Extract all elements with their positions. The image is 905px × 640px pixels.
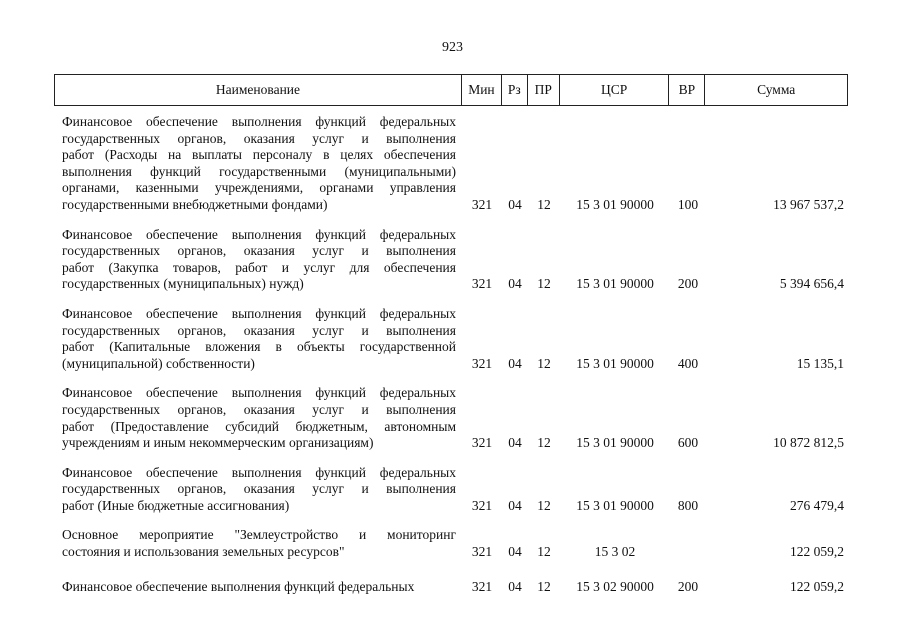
cell-vr: 600: [677, 435, 699, 451]
row-name-line: состояния и использования земельных ресурсов": [62, 544, 345, 560]
row-name-line: государственных органов, оказания услуг и выполнения: [62, 130, 456, 146]
table-row: [54, 114, 848, 214]
cell-rz: 04: [508, 276, 522, 292]
cell-pr: 12: [537, 544, 551, 560]
cell-min: 321: [471, 196, 493, 212]
row-name-line: государственных органов, оказания услуг и выполнения: [62, 322, 456, 338]
header-sum: Сумма: [757, 82, 796, 97]
cell-csr: 15 3 01 90000: [576, 435, 654, 451]
cell-csr: 15 3 01 90000: [576, 196, 654, 212]
cell-sum: 13 967 537,2: [773, 196, 844, 212]
cell-min: 321: [471, 435, 493, 451]
cell-rz: 04: [508, 497, 522, 513]
cell-sum: 276 479,4: [790, 497, 844, 513]
row-name-line: государственных (муниципальных) нужд): [62, 276, 304, 292]
cell-pr: 12: [537, 355, 551, 371]
row-name: [54, 527, 462, 560]
row-name-line: работ (Капитальные вложения в объекты государственной: [62, 339, 456, 355]
row-name-line: работ (Закупка товаров, работ и услуг для обеспечения: [62, 259, 456, 275]
cell-min: 321: [471, 497, 493, 513]
cell-vr: 100: [677, 196, 699, 212]
row-name: [54, 227, 462, 293]
header-rz: Рз: [502, 75, 528, 105]
row-name-line: работ (Иные бюджетные ассигнования): [62, 497, 290, 513]
row-name-line: работ (Расходы на выплаты персоналу в целях обеспечения: [62, 147, 456, 163]
row-name-line: органами, казенными учреждениями, органами управления: [62, 180, 456, 196]
cell-vr: 200: [677, 276, 699, 292]
row-name-line: Основное мероприятие "Землеустройство и мониторинг: [62, 527, 456, 543]
row-name-line: учреждениям и иным некоммерческим организациям): [62, 435, 374, 451]
header-name: Наименование: [55, 75, 462, 105]
header-pr: ПР: [528, 75, 560, 105]
cell-pr: 12: [537, 435, 551, 451]
header-csr: ЦСР: [560, 75, 670, 105]
cell-vr: 800: [677, 497, 699, 513]
cell-sum: 10 872 812,5: [773, 435, 844, 451]
row-name: [54, 579, 462, 596]
cell-rz: 04: [508, 355, 522, 371]
row-name-line: выполнения функций государственными (муниципальными): [62, 163, 456, 179]
row-name-line: государственных органов, оказания услуг и выполнения: [62, 243, 456, 259]
cell-csr: 15 3 01 90000: [576, 497, 654, 513]
cell-sum: 122 059,2: [790, 578, 844, 594]
table-row: [54, 579, 848, 596]
row-name: [54, 114, 462, 214]
cell-vr: 400: [677, 355, 699, 371]
header-min: Мин: [462, 75, 502, 105]
row-name: [54, 306, 462, 372]
cell-rz: 04: [508, 196, 522, 212]
row-name-line: Финансовое обеспечение выполнения функций федеральных: [62, 464, 456, 480]
cell-csr: 15 3 02: [594, 544, 636, 560]
cell-min: 321: [471, 276, 493, 292]
row-name-line: Финансовое обеспечение выполнения функций федеральных: [62, 305, 456, 321]
cell-csr: 15 3 01 90000: [576, 276, 654, 292]
table-row: [54, 385, 848, 451]
row-name: [54, 385, 462, 451]
cell-rz: 04: [508, 544, 522, 560]
cell-min: 321: [471, 355, 493, 371]
page-number: 923: [442, 40, 463, 55]
row-name-line: государственных органов, оказания услуг и выполнения: [62, 481, 456, 497]
cell-sum: 122 059,2: [790, 544, 844, 560]
cell-rz: 04: [508, 578, 522, 594]
row-name-line: государственных органов, оказания услуг и выполнения: [62, 401, 456, 417]
cell-pr: 12: [537, 578, 551, 594]
cell-csr: 15 3 01 90000: [576, 355, 654, 371]
row-name-line: работ (Предоставление субсидий бюджетным, автономным: [62, 418, 456, 434]
row-name-line: Финансовое обеспечение выполнения функций федеральных: [62, 578, 415, 594]
cell-pr: 12: [537, 276, 551, 292]
cell-rz: 04: [508, 435, 522, 451]
header-vr: ВР: [669, 75, 705, 105]
cell-min: 321: [471, 544, 493, 560]
cell-sum: 5 394 656,4: [779, 276, 844, 292]
table-row: [54, 465, 848, 515]
table-row: [54, 527, 848, 560]
table-row: [54, 306, 848, 372]
cell-pr: 12: [537, 497, 551, 513]
row-name: [54, 465, 462, 515]
table-body: [54, 106, 848, 595]
cell-min: 321: [471, 578, 493, 594]
cell-pr: 12: [537, 196, 551, 212]
row-name-line: Финансовое обеспечение выполнения функций федеральных: [62, 114, 456, 129]
row-name-line: Финансовое обеспечение выполнения функций федеральных: [62, 385, 456, 401]
row-name-line: государственными внебюджетными фондами): [62, 196, 328, 212]
cell-vr: 200: [677, 578, 699, 594]
cell-csr: 15 3 02 90000: [576, 578, 654, 594]
cell-sum: 15 135,1: [796, 355, 844, 371]
row-name-line: (муниципальной) собственности): [62, 355, 255, 371]
table-header: [54, 74, 848, 106]
row-name-line: Финансовое обеспечение выполнения функций федеральных: [62, 226, 456, 242]
table-row: [54, 227, 848, 293]
